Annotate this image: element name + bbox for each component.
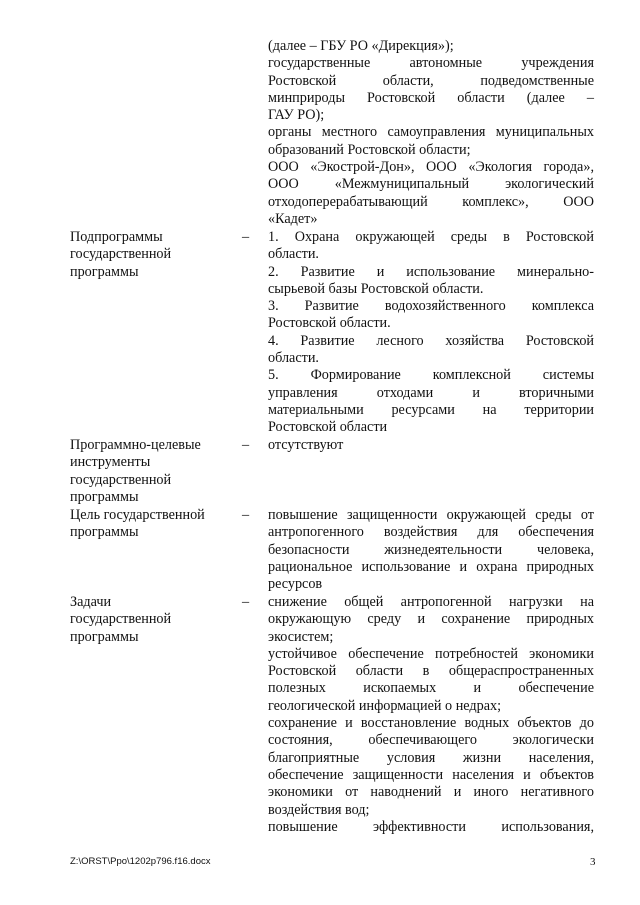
continuation-text — [268, 38, 594, 228]
text-line: (далее – ГБУ РО «Дирекция»); — [268, 38, 454, 54]
text-line: обеспечение защищенности населения и объектов — [268, 766, 594, 783]
label-line: государственной — [70, 611, 172, 628]
text-line: управления отходами и вторичными — [268, 384, 594, 401]
label-line: государственной — [70, 471, 172, 488]
text-line: безопасности жизнедеятельности человека, — [268, 541, 594, 558]
row-dash: – — [242, 594, 250, 610]
label-line: программы — [70, 488, 139, 505]
label-line: Цель государственной — [70, 507, 205, 523]
row-value — [268, 594, 594, 836]
text-line: сырьевой базы Ростовской области. — [268, 280, 484, 297]
text-line: состояния, обеспечивающего экологически — [268, 732, 594, 749]
text-line: отходоперерабатывающий комплекс», ООО — [268, 193, 594, 210]
text-line: ООО «Межмуниципальный экологический — [268, 176, 594, 193]
text-line: экономики от наводнений и иного негативного — [268, 784, 594, 801]
text-line: воздействия вод; — [268, 801, 370, 818]
text-line: антропогенного воздействия для обеспечения — [268, 524, 594, 541]
text-line: ресурсов — [268, 576, 323, 593]
text-line: материальными ресурсами на территории — [268, 401, 594, 418]
text-line: Ростовской области. — [268, 315, 391, 332]
text-line: Ростовской области в общераспространенных — [268, 663, 594, 680]
text-line: минприроды Ростовской области (далее – — [268, 89, 594, 106]
text-line: рациональное использование и охрана природных — [268, 558, 594, 575]
text-line: 3. Развитие водохозяйственного комплекса — [268, 298, 594, 315]
text-line: повышение защищенности окружающей среды от — [268, 507, 594, 523]
text-line: государственные автономные учреждения — [268, 55, 594, 72]
text-line: устойчивое обеспечение потребностей экономики — [268, 645, 594, 662]
label-line: инструменты — [70, 454, 151, 471]
text-line: окружающую среду и сохранение природных — [268, 611, 594, 628]
row-label — [70, 229, 230, 281]
text-line: геологической информацией о недрах; — [268, 697, 502, 714]
text-line: Ростовской области, подведомственные — [268, 72, 594, 89]
text-line: области. — [268, 246, 319, 263]
text-line: «Кадет» — [268, 210, 318, 227]
row-dash: – — [242, 437, 250, 453]
row-label — [70, 594, 230, 646]
row-dash: – — [242, 507, 250, 523]
row-label — [70, 507, 230, 542]
label-line: программы — [70, 628, 139, 645]
text-line: 4. Развитие лесного хозяйства Ростовской — [268, 332, 594, 349]
text-line: повышение эффективности использования, — [268, 818, 594, 835]
page-number: 3 — [590, 856, 596, 868]
text-line: органы местного самоуправления муниципальных — [268, 124, 594, 141]
text-line: снижение общей антропогенной нагрузки на — [268, 594, 594, 610]
label-line: Подпрограммы — [70, 229, 163, 245]
text-line: образований Ростовской области; — [268, 141, 471, 158]
text-line: благоприятные условия жизни населения, — [268, 749, 594, 766]
label-line: Программно-целевые — [70, 437, 201, 453]
text-line: полезных ископаемых и обеспечение — [268, 680, 594, 697]
text-line: сохранение и восстановление водных объектов до — [268, 715, 594, 732]
row-label — [70, 437, 230, 506]
text-line: области. — [268, 350, 319, 367]
text-line: ГАУ РО); — [268, 107, 325, 124]
label-line: программы — [70, 524, 139, 541]
label-line: программы — [70, 263, 139, 280]
text-line: ООО «Экострой-Дон», ООО «Экология города», — [268, 159, 594, 176]
text-line: 1. Охрана окружающей среды в Ростовской — [268, 229, 594, 245]
label-line: государственной — [70, 246, 172, 263]
text-line: 5. Формирование комплексной системы — [268, 367, 594, 384]
text-line: 2. Развитие и использование минерально- — [268, 263, 594, 280]
text-line: отсутствуют — [268, 437, 344, 453]
text-line: Ростовской области — [268, 419, 388, 436]
row-value — [268, 437, 594, 454]
label-line: Задачи — [70, 594, 112, 610]
text-line: экосистем; — [268, 628, 334, 645]
row-value — [268, 229, 594, 437]
row-dash: – — [242, 229, 250, 245]
row-value — [268, 507, 594, 593]
footer-file-path: Z:\ORST\Ppo\1202p796.f16.docx — [70, 856, 211, 867]
